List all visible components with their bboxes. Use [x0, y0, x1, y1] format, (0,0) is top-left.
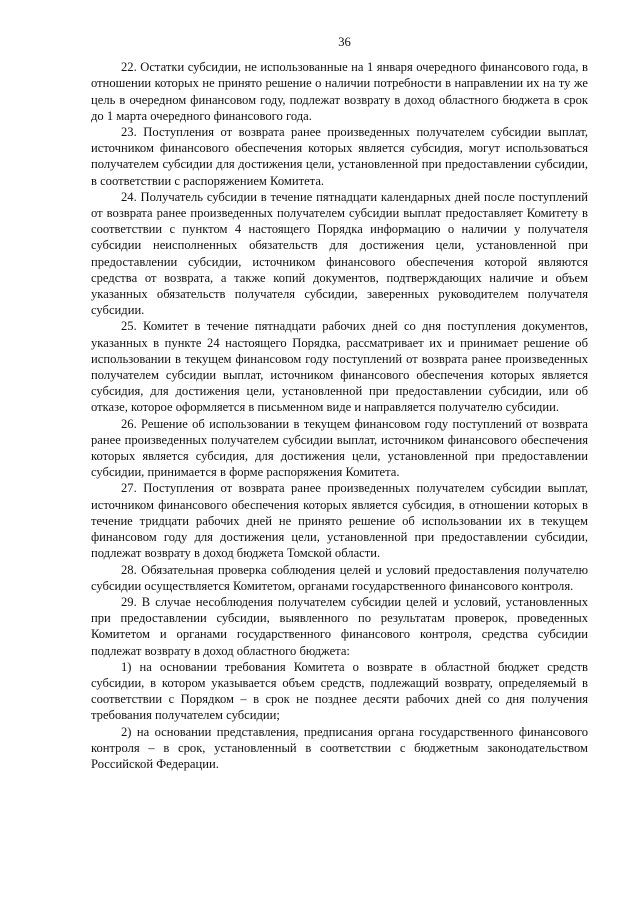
paragraph-23: 23. Поступления от возврата ранее произведенных получателем субсидии выплат, источником финансового обеспечения которых является субсидия, могут использоваться получателем субсидии для достижения цели, установленной при предоставлении субсидии, в соответствии с распоряжением Комитета. [91, 125, 588, 188]
paragraph-28: 28. Обязательная проверка соблюдения целей и условий предоставления получателю субсидии осуществляется Комитетом, органами государственного финансового контроля. [91, 562, 588, 593]
subparagraph-29-2: 2) на основании представления, предписания органа государственного финансового контроля – в срок, установленный в соответствии с бюджетным законодательством Российской Федерации. [91, 724, 588, 771]
paragraph-29: 29. В случае несоблюдения получателем субсидии целей и условий, установленных при предоставлении субсидии, выявленного по результатам проверок, проведенных Комитетом и органами государственного финансового контроля, средства субсидии подлежат возврату в доход областного бюджета: [91, 594, 588, 658]
paragraph-27: 27. Поступления от возврата ранее произведенных получателем субсидии выплат, источником финансового обеспечения которых является субсидия, в отношении которых в течение тридцати рабочих дней не принято решение об использовании их в текущем финансовом году для достижения цели, установленной при предоставлении субсидии, подлежат возврату в доход бюджета Томской области. [91, 481, 588, 561]
paragraph-22: 22. Остатки субсидии, не использованные на 1 января очередного финансового года, в отношении которых не принято решение о наличии потребности в направлении их на ту же цель в очередном финансовом году, подлежат возврату в доход областного бюджета в срок до 1 марта очередного финансового года. [91, 60, 588, 123]
subparagraph-29-1: 1) на основании требования Комитета о возврате в областной бюджет средств субсидии, в котором указывается объем средств, подлежащий возврату, определяемый в соответствии с Порядком – в срок не позднее десяти рабочих дней со дня получения требования получателем субсидии; [91, 659, 588, 723]
paragraph-25: 25. Комитет в течение пятнадцати рабочих дней со дня поступления документов, указанных в пункте 24 настоящего Порядка, рассматривает их и принимает решение об использовании в текущем финансовом году поступлений от возврата ранее произведенных получателем субсидии выплат, источником финансового обеспечения которых является субсидия, для достижения цели, установленной при предоставлении субсидии, или об отказе, которое оформляется в письменном виде и направляется получателю субсидии. [91, 319, 588, 415]
paragraph-26: 26. Решение об использовании в текущем финансовом году поступлений от возврата ранее произведенных получателем субсидии выплат, источником финансового обеспечения которых является субсидия, для достижения цели, установленной при предоставлении субсидии, принимается в форме распоряжения Комитета. [91, 416, 588, 480]
paragraph-24: 24. Получатель субсидии в течение пятнадцати календарных дней после поступлений от возврата ранее произведенных получателем субсидии выплат предоставляет Комитету в соответствии с пунктом 4 настоящего Порядка информацию о наличии у получателя субсидии неисполненных обязательств для достижения цели, установленной при предоставлении субсидии, источником финансового обеспечения которой являются средства от возврата, а также копий документов, подтверждающих наличие и объем указанных обязательств получателя субсидии, заверенных руководителем получателя субсидии. [91, 189, 588, 318]
page-number: 36 [338, 35, 351, 49]
